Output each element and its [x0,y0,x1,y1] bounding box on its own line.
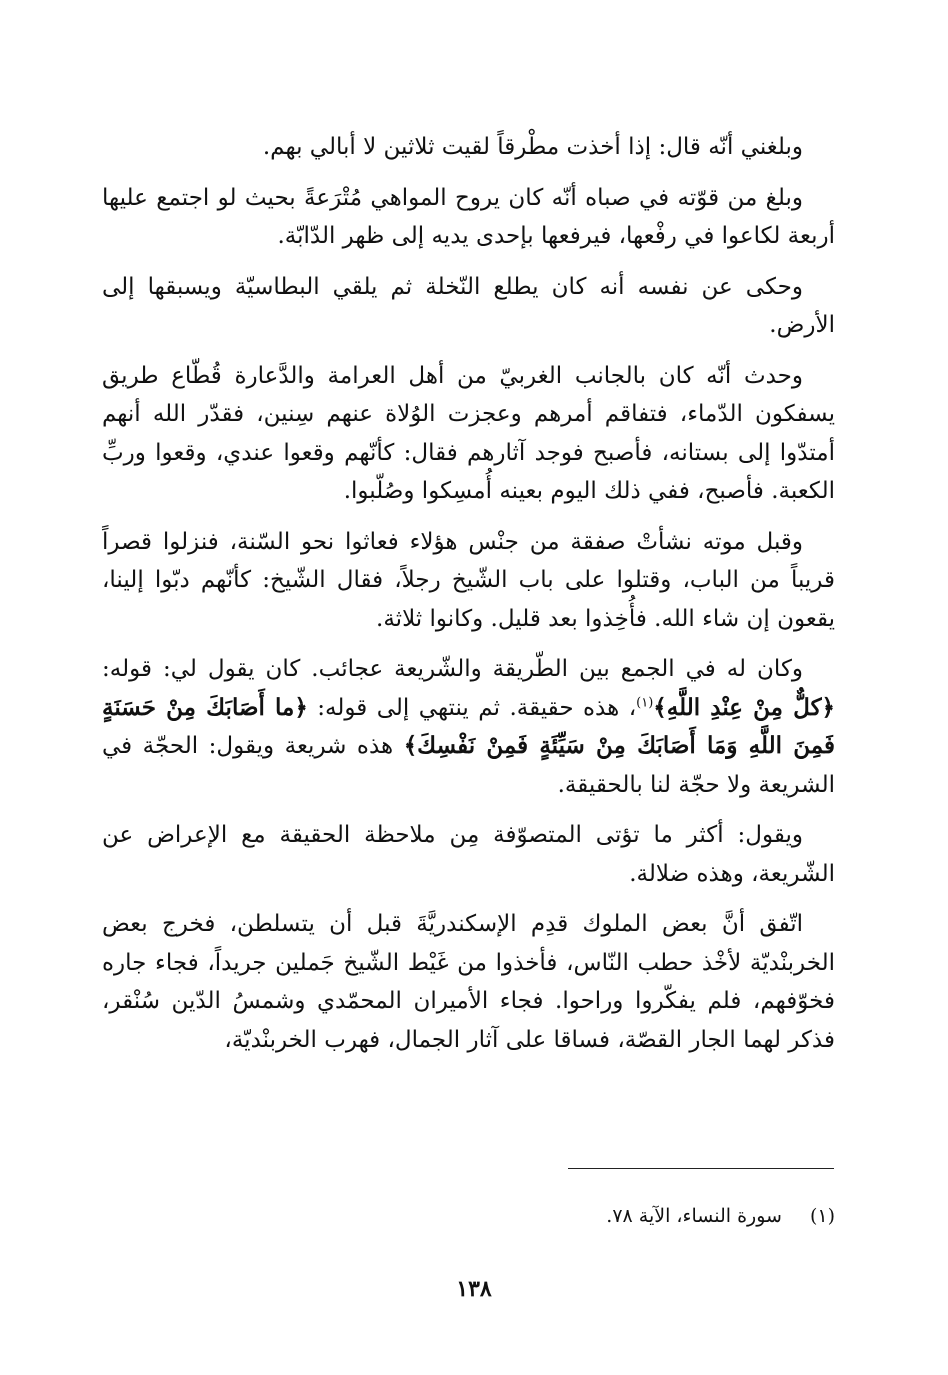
page-number: ١٣٨ [456,1276,492,1302]
footnote-divider [568,1168,834,1169]
paragraph-text-part: هذه شريعة ويقول: الحجّة في الشريعة ولا حجّة لنا بالحقيقة. [102,733,835,798]
quran-verse: ﴿ما أَصَابَكَ مِنْ حَسَنَةٍ فَمِنَ اللَّهِ وَمَا أَصَابَكَ مِنْ سَيِّئَةٍ فَمِنْ نَفْسِكَ﴾ [102,693,836,759]
paragraph-strength-quote: وبلغني أنّه قال: إذا أخذت مطْرقاً لقيت ثلاثين لا أبالي بهم. [262,134,803,160]
paragraph-text-part: وكان له في الجمع بين الطّريقة والشّريعة عجائب. كان يقول لي: قوله: [102,656,803,682]
paragraph-strength-youth: وبلغ من قوّته في صباه أنّه كان يروح المواهي مُتْرَعةً بحيث لو اجتمع عليها أربعة لكاعوا في رفْعها، فيرفعها بإحدى يديه إلى ظهر الدّابّة. [102,184,835,249]
paragraph-palm-tree: وحكى عن نفسه أنه كان يطلع النّخلة ثم يلقي البطاسيّة ويسبقها إلى الأرض. [102,273,835,338]
paragraph-sufis: ويقول: أكثر ما تؤتى المتصوّفة مِن ملاحظة الحقيقة مع الإعراض عن الشّريعة، وهذه ضلالة. [102,822,835,887]
body-text [102,128,835,1059]
paragraph-kings-story: اتّفق أنَّ بعض الملوك قدِم الإسكندريَّةَ قبل أن يتسلطن، فخرج بعض الخربنْديّة لأخْذ حطب النّاس، فأخذوا من غَيْط الشّيخ جَملين جريداً، فجاء جاره فخوّفهم، فلم يفكّروا وراحوا. فجاء الأميران المحمّدي وشمسُ الدّين سُنْقر، فذكر لهما الجار القصّة، فساقا على آثار الجمال، فهرب الخربنْديّة، [102,911,835,1053]
footnote [102,1200,835,1232]
paragraph-text-part: ، هذه حقيقة. ثم ينتهي إلى قوله: [307,694,637,721]
footnote-text: سورة النساء، الآية ٧٨. [606,1205,782,1227]
footnote-number: (١) [809,1205,835,1227]
paragraph-before-death: وقبل موته نشأتْ صفقة من جنْس هؤلاء فعاثوا نحو السّنة، فنزلوا قصراً قريباً من الباب، وقتلوا على باب الشّيخ رجلاً، فقال الشّيخ: كأنّهم دبّوا إلينا، يقعون إن شاء الله. فأُخِذوا بعد قليل. وكانوا ثلاثة. [102,528,835,632]
paragraph-tariqa-sharia [102,650,835,804]
footnote-reference: (١) [636,694,654,710]
paragraph-bandits: وحدث أنّه كان بالجانب الغربيّ من أهل العرامة والدَّعارة قُطّاع طريق يسفكون الدّماء، فتفاقم أمرهم وعجزت الوُلاة عنهم سِنين، فقدّر الله أنهم أمتدّوا إلى بستانه، فأصبح فوجد آثارهم فقال: كأنّهم وقعوا عندي، وقعوا وربِّ الكعبة. فأصبح، ففي ذلك اليوم بعينه أُمسِكوا وصُلّبوا. [102,362,835,504]
quran-verse: ﴿كلٌّ مِنْ عِنْدِ اللَّهِ﴾ [653,693,835,721]
